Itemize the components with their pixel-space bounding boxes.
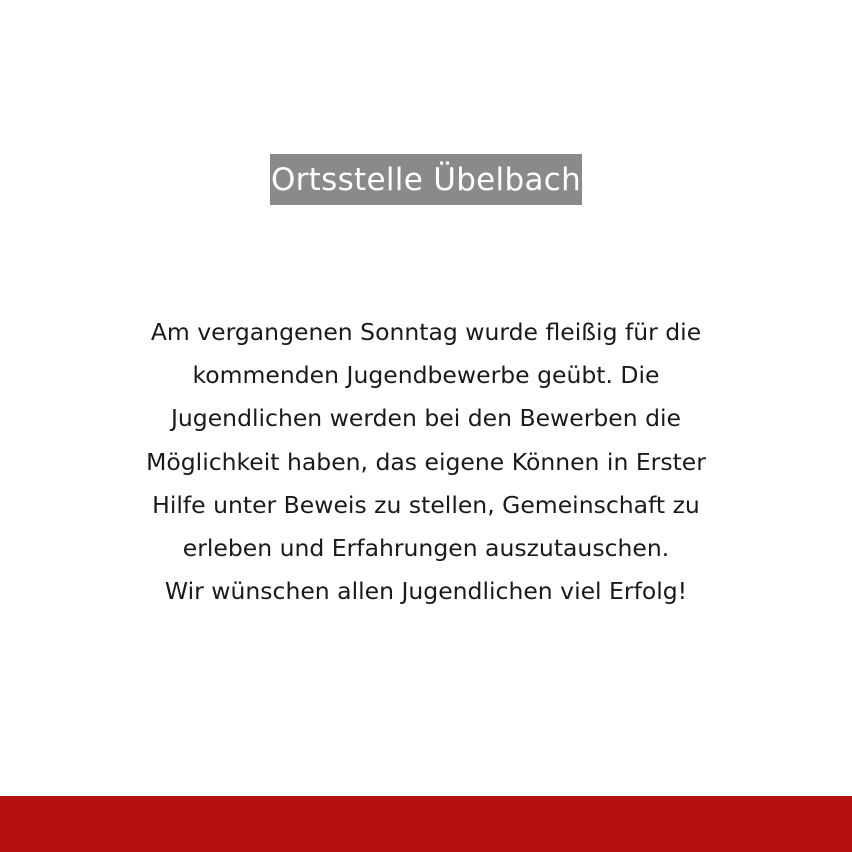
body-paragraph — [100, 311, 752, 613]
body-line: erleben und Erfahrungen auszutauschen. — [182, 534, 670, 563]
body-line: Jugendlichen werden bei den Bewerben die — [170, 404, 682, 433]
page-title: Ortsstelle Übelbach — [270, 161, 582, 198]
body-line: kommenden Jugendbewerbe geübt. Die — [192, 361, 660, 390]
body-line: Hilfe unter Beweis zu stellen, Gemeinschaft zu — [152, 490, 700, 519]
footer-bar — [0, 796, 852, 852]
body-line: Wir wünschen allen Jugendlichen viel Erfolg! — [164, 577, 688, 606]
body-line: Am vergangenen Sonntag wurde fleißig für die — [150, 318, 702, 346]
title-banner — [270, 154, 582, 205]
body-line: Möglichkeit haben, das eigene Können in Erster — [146, 447, 706, 476]
